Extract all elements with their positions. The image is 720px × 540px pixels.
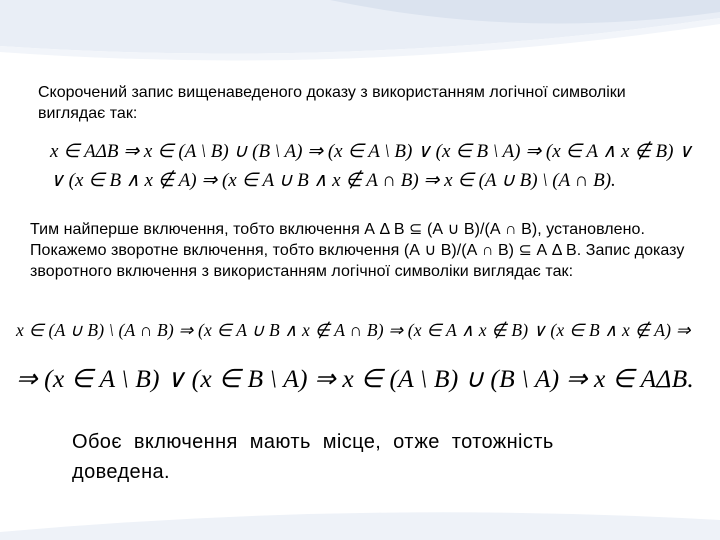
formula-2-line-2: ⇒ (x ∈ A \ B) ∨ (x ∈ B \ A) ⇒ x ∈ (A \ B) ∪ (B \ A) ⇒ x ∈ AΔB. bbox=[16, 364, 694, 393]
formula-2-line-1: x ∈ (A ∪ B) \ (A ∩ B) ⇒ (x ∈ A ∪ B ∧ x ∉ A ∩ B) ⇒ (x ∈ A ∧ x ∉ B) ∨ (x ∈ B ∧ x ∉ A) ⇒ bbox=[16, 320, 691, 340]
formula-1-line-1: x ∈ AΔB ⇒ x ∈ (A \ B) ∪ (B \ A) ⇒ (x ∈ A \ B) ∨ (x ∈ B \ A) ⇒ (x ∈ A ∧ x ∉ B) ∨ bbox=[50, 141, 693, 162]
paragraph-reverse-inclusion: Тим найперше включення, тобто включення А Δ В ⊆ (А ∪ В)/(А ∩ В), установлено. Покажемо зворотне включення, тобто включення (А ∪ В)/(А ∩ В) ⊆ А Δ В. Запис доказу зворотного включення з використанням логічної символіки виглядає так: bbox=[30, 221, 685, 280]
formula-1-line-2: ∨ (x ∈ B ∧ x ∉ A) ⇒ (x ∈ A ∪ B ∧ x ∉ A ∩ B) ⇒ x ∈ (A ∪ B) \ (A ∩ B). bbox=[50, 170, 616, 191]
intro-text: Скорочений запис вищенаведеного доказу з використанням логічної символіки виглядає так: bbox=[38, 84, 626, 122]
conclusion-text: Обоє включення мають місце, отже тотожність доведена. bbox=[72, 431, 554, 483]
